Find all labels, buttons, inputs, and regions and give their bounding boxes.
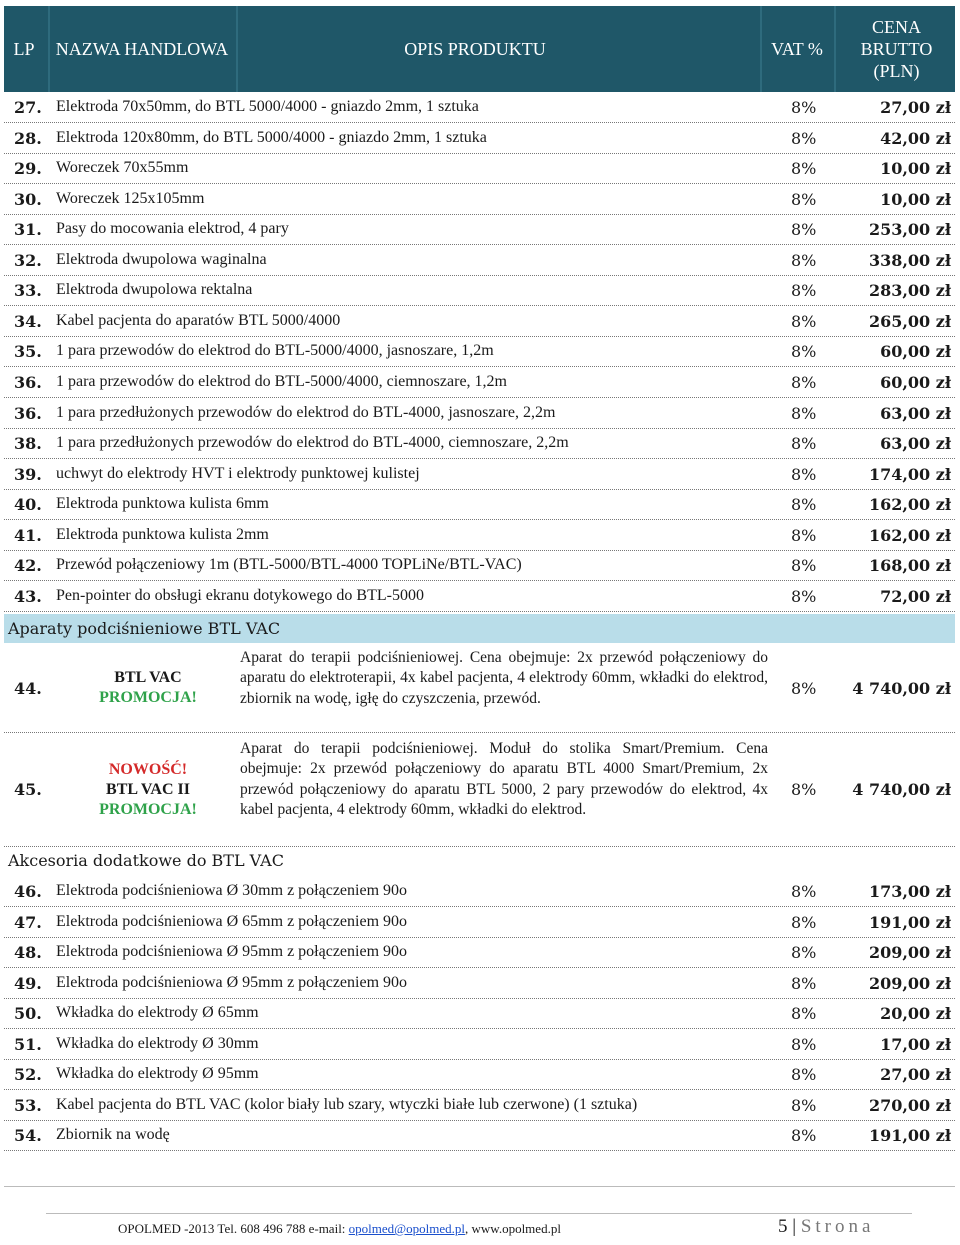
table-row: [4, 489, 955, 520]
item-description: Woreczek 125x105mm: [56, 189, 205, 207]
price-value: 283,00 zł: [868, 281, 951, 301]
item-number: 39.: [14, 464, 42, 484]
vat-value: 8%: [791, 943, 817, 963]
item-number: 34.: [14, 311, 42, 331]
promo-badge: PROMOCJA!: [99, 801, 197, 818]
price-value: 72,00 zł: [880, 586, 951, 606]
vat-value: 8%: [791, 403, 817, 423]
price-value: 253,00 zł: [868, 220, 951, 240]
vat-value: 8%: [791, 98, 817, 117]
vat-value: 8%: [791, 525, 817, 545]
product-label: BTL VAC II: [106, 781, 190, 798]
table-row: [4, 937, 955, 968]
header-lp: LP: [13, 39, 35, 59]
item-number: 28.: [14, 128, 42, 148]
table-row: [4, 245, 955, 276]
vat-value: 8%: [791, 434, 817, 454]
item-description: Wkładka do elektrody Ø 65mm: [56, 1004, 259, 1022]
product-description: Aparat do terapii podciśnieniowej. Moduł do stolika Smart/Premium. Cena obejmuje: 2x przewód połączeniowy do aparatu BTL 4000 Smart/Premium, 2x przewód połączeniowy do aparatu BTL 5000, 2 pary przewodów do elektrod, 4x kabel pacjenta, 4 elektrody 60mm, wkładki do elektrod.: [240, 740, 768, 818]
header-opis: OPIS PRODUKTU: [404, 39, 546, 59]
page-word: Strona: [800, 1216, 875, 1237]
item-number: 30.: [14, 189, 42, 209]
price-value: 63,00 zł: [880, 434, 951, 454]
table-row: [4, 428, 955, 459]
table-row: [4, 306, 955, 337]
table-row: [4, 92, 955, 123]
vat-value: 8%: [791, 281, 817, 301]
vat-value: 8%: [791, 495, 817, 515]
item-description: Wkładka do elektrody Ø 30mm: [56, 1034, 259, 1052]
item-description: Zbiornik na wodę: [56, 1126, 170, 1144]
item-number: 54.: [14, 1126, 42, 1146]
section-vac: Aparaty podciśnieniowe BTL VAC: [4, 614, 955, 643]
table-row: [4, 275, 955, 306]
vat-value: 8%: [791, 464, 817, 484]
table-row: [4, 876, 955, 907]
table-row: [4, 184, 955, 215]
item-number: 43.: [14, 586, 42, 606]
price-value: 60,00 zł: [880, 372, 951, 392]
item-description: Elektroda 70x50mm, do BTL 5000/4000 - gniazdo 2mm, 1 sztuka: [56, 98, 479, 115]
price-value: 20,00 zł: [880, 1004, 951, 1024]
vat-value: 8%: [791, 556, 817, 576]
item-number: 38.: [14, 434, 42, 454]
table-row: [4, 520, 955, 551]
item-number: 33.: [14, 281, 42, 301]
price-value: 338,00 zł: [868, 250, 951, 270]
price-value: 173,00 zł: [868, 882, 951, 901]
item-description: Przewód połączeniowy 1m (BTL-5000/BTL-4000 TOPLiNe/BTL-VAC): [56, 556, 522, 574]
price-value: 60,00 zł: [880, 342, 951, 362]
table-header: [4, 6, 955, 92]
vat-value: 8%: [791, 220, 817, 240]
price-value: 265,00 zł: [868, 311, 951, 331]
table-row: [4, 1029, 955, 1060]
price-value: 162,00 zł: [868, 495, 951, 515]
item-description: Elektroda punktowa kulista 2mm: [56, 525, 269, 543]
price-value: 191,00 zł: [868, 1126, 951, 1146]
page-number: [778, 1216, 874, 1238]
table-row: [4, 1090, 955, 1121]
item-description: Elektroda dwupolowa rektalna: [56, 281, 253, 299]
item-description: 1 para przewodów do elektrod do BTL-5000/4000, ciemnoszare, 1,2m: [56, 372, 507, 390]
page-sep: |: [787, 1216, 801, 1237]
item-description: Woreczek 70x55mm: [56, 159, 189, 177]
item-description: Elektroda dwupolowa waginalna: [56, 250, 267, 268]
price-value: 63,00 zł: [880, 403, 951, 423]
vat-value: 8%: [791, 780, 817, 799]
table-row: [4, 968, 955, 999]
vac-item-45: [4, 734, 955, 847]
item-number: 53.: [14, 1095, 42, 1115]
header-vat: VAT %: [771, 39, 823, 59]
item-number: 36.: [14, 372, 42, 392]
footer-contact: [118, 1221, 561, 1237]
price-value: 27,00 zł: [880, 98, 951, 117]
item-number: 35.: [14, 342, 42, 362]
vat-value: 8%: [791, 679, 817, 698]
item-description: Elektroda podciśnieniowa Ø 65mm z połączeniem 90o: [56, 912, 408, 930]
item-description: uchwyt do elektrody HVT i elektrody punktowej kulistej: [56, 464, 420, 482]
item-number: 50.: [14, 1004, 42, 1024]
vat-value: 8%: [791, 1004, 817, 1024]
product-description: Aparat do terapii podciśnieniowej. Cena obejmuje: 2x przewód połączeniowy do aparatu do elektroterapii, 4x kabel pacjenta, 4 elektrody 60mm, wkładki do elektrod, zbiornik na wodę, igłę do czyszczenia, przewód.: [240, 649, 768, 707]
table-row: [4, 123, 955, 154]
item-description: 1 para przedłużonych przewodów do elektrod do BTL-4000, jasnoszare, 2,2m: [56, 403, 556, 421]
product-name: [88, 760, 208, 820]
email-link[interactable]: opolmed@opolmed.pl: [348, 1221, 465, 1236]
vat-value: 8%: [791, 372, 817, 392]
vat-value: 8%: [791, 311, 817, 331]
table-row: [4, 336, 955, 367]
vat-value: 8%: [791, 973, 817, 993]
item-number: 44.: [14, 679, 42, 698]
price-value: 10,00 zł: [880, 189, 951, 209]
price-value: 209,00 zł: [868, 943, 951, 963]
table-row: [4, 550, 955, 581]
item-description: Elektroda podciśnieniowa Ø 95mm z połączeniem 90o: [56, 973, 408, 991]
price-value: 10,00 zł: [880, 159, 951, 179]
price-value: 168,00 zł: [868, 556, 951, 576]
vat-value: 8%: [791, 882, 817, 901]
item-number: 52.: [14, 1065, 42, 1085]
vat-value: 8%: [791, 128, 817, 148]
vat-value: 8%: [791, 1126, 817, 1146]
product-label: BTL VAC: [114, 669, 182, 686]
item-description: 1 para przedłużonych przewodów do elektrod do BTL-4000, ciemnoszare, 2,2m: [56, 434, 569, 452]
table-row: [4, 1059, 955, 1090]
item-number: 51.: [14, 1034, 42, 1054]
price-value: 162,00 zł: [868, 525, 951, 545]
item-number: 41.: [14, 525, 42, 545]
price-value: 191,00 zł: [868, 912, 951, 932]
price-value: 42,00 zł: [880, 128, 951, 148]
item-description: Kabel pacjenta do BTL VAC (kolor biały lub szary, wtyczki białe lub czerwone) (1 sztuka): [56, 1095, 638, 1113]
item-number: 36.: [14, 403, 42, 423]
item-description: Elektroda podciśnieniowa Ø 30mm z połączeniem 90o: [56, 882, 408, 899]
item-description: Wkładka do elektrody Ø 95mm: [56, 1065, 259, 1083]
item-description: 1 para przewodów do elektrod do BTL-5000/4000, jasnoszare, 1,2m: [56, 342, 494, 360]
price-value: 209,00 zł: [868, 973, 951, 993]
price-value: 174,00 zł: [868, 464, 951, 484]
header-cena: CENA BRUTTO (PLN): [860, 17, 933, 81]
item-description: Elektroda 120x80mm, do BTL 5000/4000 - gniazdo 2mm, 1 sztuka: [56, 128, 487, 146]
table-row: [4, 998, 955, 1029]
price-value: 27,00 zł: [880, 1065, 951, 1085]
item-description: Elektroda podciśnieniowa Ø 95mm z połączeniem 90o: [56, 943, 408, 961]
table-row: [4, 581, 955, 612]
section-accessories: Akcesoria dodatkowe do BTL VAC: [8, 851, 284, 870]
vat-value: 8%: [791, 250, 817, 270]
table-row: [4, 459, 955, 490]
vac-item-44: [4, 644, 955, 733]
table-row: [4, 153, 955, 184]
vat-value: 8%: [791, 159, 817, 179]
item-description: Elektroda punktowa kulista 6mm: [56, 495, 269, 513]
vat-value: 8%: [791, 586, 817, 606]
item-description: Kabel pacjenta do aparatów BTL 5000/4000: [56, 311, 341, 329]
new-badge: NOWOŚĆ!: [108, 761, 188, 778]
item-number: 32.: [14, 250, 42, 270]
item-number: 40.: [14, 495, 42, 515]
footer-company: OPOLMED -2013 Tel. 608 496 788 e-mail:: [118, 1221, 349, 1236]
price-value: 270,00 zł: [868, 1095, 951, 1115]
item-number: 45.: [14, 780, 42, 799]
footer-site: , www.opolmed.pl: [465, 1221, 561, 1236]
price-value: 17,00 zł: [880, 1034, 951, 1054]
vat-value: 8%: [791, 1095, 817, 1115]
vat-value: 8%: [791, 1034, 817, 1054]
table-row: [4, 214, 955, 245]
item-number: 47.: [14, 912, 42, 932]
product-name: [88, 668, 208, 708]
item-number: 49.: [14, 973, 42, 993]
item-number: 46.: [14, 882, 42, 901]
table-row: [4, 367, 955, 398]
table-row: [4, 1120, 955, 1151]
item-number: 29.: [14, 159, 42, 179]
table-row: [4, 398, 955, 429]
header-nazwa: NAZWA HANDLOWA: [55, 39, 229, 59]
item-description: Pasy do mocowania elektrod, 4 pary: [56, 220, 289, 238]
price-value: 4 740,00 zł: [852, 780, 951, 799]
page-num: 5: [778, 1216, 788, 1237]
vat-value: 8%: [791, 189, 817, 209]
item-number: 31.: [14, 220, 42, 240]
vat-value: 8%: [791, 342, 817, 362]
footer-rule: [46, 1213, 912, 1214]
vat-value: 8%: [791, 1065, 817, 1085]
item-number: 42.: [14, 556, 42, 576]
table-row: [4, 907, 955, 938]
price-value: 4 740,00 zł: [852, 679, 951, 698]
promo-badge: PROMOCJA!: [99, 689, 197, 706]
footer-divider: [4, 1186, 955, 1187]
item-number: 48.: [14, 943, 42, 963]
item-description: Pen-pointer do obsługi ekranu dotykowego do BTL-5000: [56, 586, 424, 604]
vat-value: 8%: [791, 912, 817, 932]
item-number: 27.: [14, 98, 42, 117]
